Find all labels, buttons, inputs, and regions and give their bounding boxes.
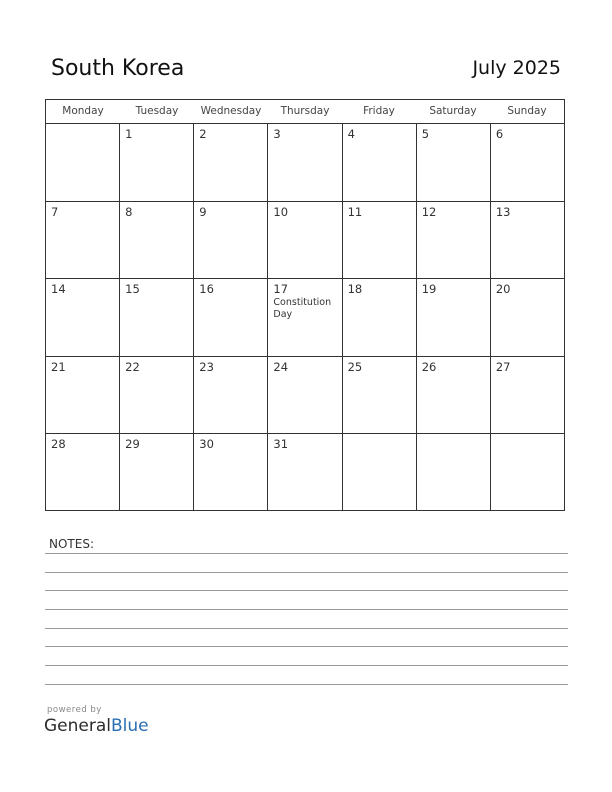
day-cell bbox=[491, 434, 564, 511]
notes-line bbox=[45, 590, 568, 591]
week-row-4 bbox=[46, 357, 564, 435]
day-number: 29 bbox=[125, 437, 140, 452]
weekday-thursday: Thursday bbox=[280, 105, 330, 117]
day-cell bbox=[120, 124, 194, 201]
weekday-monday: Monday bbox=[62, 105, 104, 117]
day-number: 19 bbox=[421, 282, 437, 297]
day-number: 20 bbox=[495, 282, 511, 297]
day-cell bbox=[268, 279, 342, 356]
calendar-country-title: South Korea bbox=[51, 56, 185, 81]
day-number: 13 bbox=[495, 204, 511, 219]
day-cell bbox=[120, 202, 194, 279]
day-cell bbox=[268, 124, 342, 201]
day-cell bbox=[194, 357, 268, 434]
day-number: 27 bbox=[495, 359, 511, 374]
day-cell bbox=[46, 279, 120, 356]
day-number: 9 bbox=[199, 204, 207, 219]
weekday-tuesday: Tuesday bbox=[135, 105, 179, 117]
notes-line bbox=[45, 646, 568, 647]
day-cell bbox=[46, 202, 120, 279]
day-number: 31 bbox=[273, 437, 289, 452]
weekday-sunday: Sunday bbox=[507, 105, 547, 117]
day-number: 2 bbox=[199, 127, 207, 141]
day-number: 5 bbox=[421, 127, 430, 141]
notes-line bbox=[45, 553, 568, 554]
notes-line bbox=[45, 609, 568, 610]
day-cell bbox=[343, 357, 417, 434]
day-cell bbox=[491, 202, 564, 279]
day-number: 7 bbox=[51, 204, 59, 219]
day-number: 23 bbox=[199, 359, 214, 374]
day-cell bbox=[194, 202, 268, 279]
day-cell bbox=[417, 434, 491, 511]
weekday-wednesday: Wednesday bbox=[200, 105, 262, 117]
day-cell bbox=[194, 279, 268, 356]
day-cell bbox=[46, 357, 120, 434]
day-number: 3 bbox=[273, 127, 281, 141]
day-number: 24 bbox=[273, 359, 289, 374]
day-number: 1 bbox=[125, 127, 133, 141]
day-number: 11 bbox=[347, 204, 363, 219]
day-cell bbox=[343, 434, 417, 511]
brand-logo bbox=[44, 716, 149, 736]
day-cell bbox=[120, 434, 194, 511]
week-row-2 bbox=[46, 202, 564, 280]
day-number: 4 bbox=[347, 127, 355, 141]
day-cell bbox=[343, 279, 417, 356]
day-cell bbox=[343, 124, 417, 201]
powered-by-text: powered by bbox=[47, 705, 102, 715]
holiday-label: Constitution Day bbox=[273, 297, 332, 321]
calendar-month-year: July 2025 bbox=[472, 57, 561, 79]
day-number: 14 bbox=[51, 282, 66, 297]
day-number: 22 bbox=[125, 359, 140, 374]
notes-label: NOTES: bbox=[49, 537, 94, 551]
day-cell bbox=[417, 202, 491, 279]
day-cell bbox=[268, 434, 342, 511]
day-cell bbox=[417, 279, 491, 356]
day-cell bbox=[417, 357, 491, 434]
weekday-header-row bbox=[46, 100, 564, 124]
day-number: 8 bbox=[125, 204, 133, 219]
day-cell bbox=[491, 124, 564, 201]
day-number: 25 bbox=[347, 359, 363, 374]
notes-line bbox=[45, 628, 568, 629]
day-number: 28 bbox=[51, 437, 66, 452]
day-cell bbox=[194, 434, 268, 511]
day-cell bbox=[120, 357, 194, 434]
brand-logo-general: General bbox=[44, 716, 111, 736]
day-number: 17 bbox=[273, 282, 289, 297]
day-number: 10 bbox=[273, 204, 289, 219]
day-number: 26 bbox=[421, 359, 437, 374]
weekday-friday: Friday bbox=[363, 105, 395, 117]
day-cell bbox=[120, 279, 194, 356]
day-cell bbox=[417, 124, 491, 201]
day-cell bbox=[343, 202, 417, 279]
day-number: 21 bbox=[51, 359, 66, 374]
day-cell bbox=[491, 357, 564, 434]
week-row-3 bbox=[46, 279, 564, 357]
day-cell bbox=[194, 124, 268, 201]
day-number: 16 bbox=[199, 282, 214, 297]
week-row-1 bbox=[46, 124, 564, 202]
weekday-saturday: Saturday bbox=[429, 105, 477, 117]
notes-line bbox=[45, 572, 568, 573]
day-cell bbox=[268, 202, 342, 279]
brand-logo-blue: Blue bbox=[111, 716, 149, 736]
day-number: 6 bbox=[495, 127, 504, 141]
day-number: 18 bbox=[347, 282, 363, 297]
day-number: 30 bbox=[199, 437, 214, 452]
day-cell bbox=[491, 279, 564, 356]
week-row-5 bbox=[46, 434, 564, 511]
day-number: 15 bbox=[125, 282, 140, 297]
day-cell bbox=[46, 434, 120, 511]
day-cell bbox=[46, 124, 120, 201]
day-cell bbox=[268, 357, 342, 434]
notes-line bbox=[45, 684, 568, 685]
calendar-grid bbox=[45, 99, 565, 511]
notes-line bbox=[45, 665, 568, 666]
day-number: 12 bbox=[421, 204, 437, 219]
